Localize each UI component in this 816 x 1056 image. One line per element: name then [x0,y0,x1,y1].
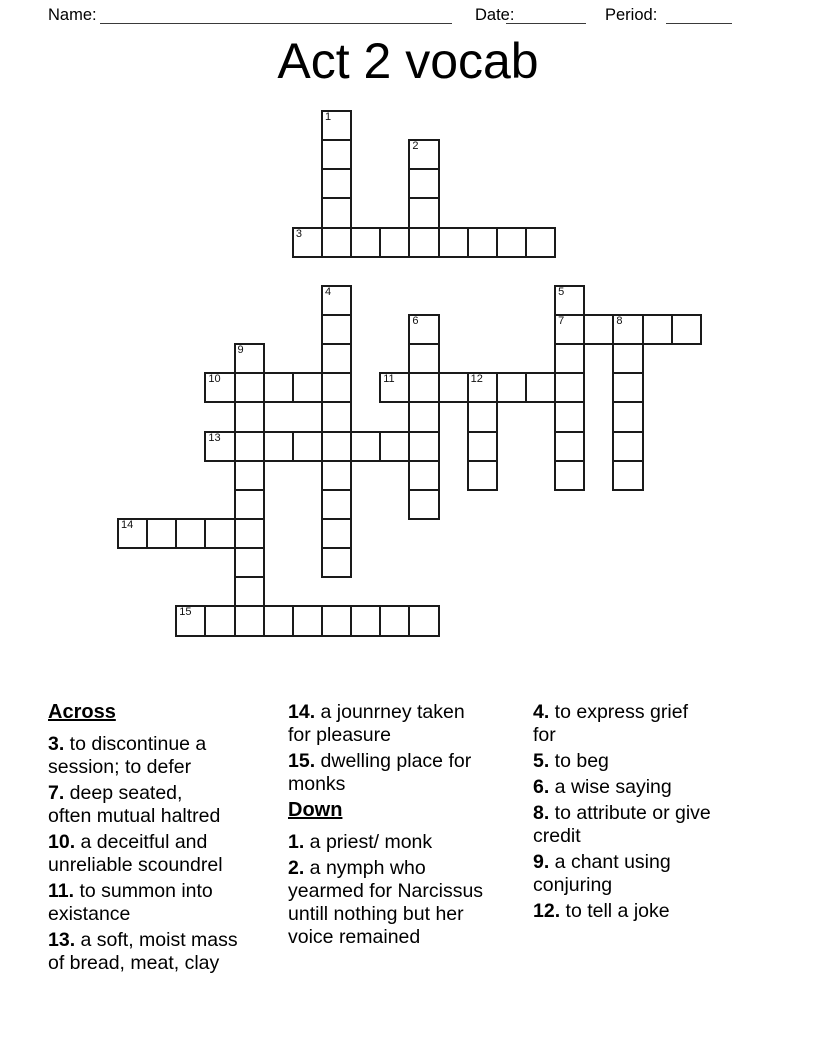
date-blank-line [506,7,586,24]
grid-cell[interactable] [554,314,585,345]
clue-number: 12. [533,900,561,922]
clue-number: 6. [533,776,550,798]
grid-cell[interactable] [408,227,439,258]
grid-cell[interactable] [612,401,643,432]
cell-number: 1 [324,111,332,123]
grid-cell[interactable] [321,110,352,141]
clue-column-1 [48,701,298,978]
grid-cell[interactable] [234,372,265,403]
grid-cell[interactable] [204,518,235,549]
cell-number: 12 [470,373,483,386]
grid-cell[interactable] [554,285,585,316]
clue-across-15: 15. dwelling place for monks [288,750,472,795]
grid-cell[interactable] [408,343,439,374]
clue-across-3: 3. to discontinue a session; to defer [48,733,207,778]
grid-cell[interactable] [438,227,469,258]
grid-cell[interactable] [321,285,352,316]
clue-number: 9. [533,851,550,873]
cell-number: 3 [295,227,302,240]
grid-cell[interactable] [642,314,673,345]
grid-cell[interactable] [467,460,498,491]
clue-number: 5. [533,750,550,772]
name-label: Name: [48,6,97,24]
grid-cell[interactable] [408,489,439,520]
grid-cell[interactable] [612,314,643,345]
grid-cell[interactable] [496,227,527,258]
grid-cell[interactable] [612,460,643,491]
clue-across-11: 11. to summon into existance [48,880,213,925]
grid-cell[interactable] [321,431,352,462]
cell-number: 10 [208,373,221,386]
clue-number: 3. [48,733,65,755]
grid-cell[interactable] [408,605,439,636]
grid-cell[interactable] [204,431,235,462]
clue-down-2: 2. a nymph who yearmed for Narcissus untill nothing but her voice remained [288,857,484,948]
grid-cell[interactable] [263,372,294,403]
grid-cell[interactable] [408,139,439,170]
cell-number: 15 [179,606,192,619]
period-blank-line [666,7,732,24]
grid-cell[interactable] [408,168,439,199]
cell-number: 7 [558,314,565,327]
clue-number: 15. [288,750,316,772]
grid-cell[interactable] [408,197,439,228]
grid-cell[interactable] [321,401,352,432]
grid-cell[interactable] [350,431,381,462]
grid-cell[interactable] [321,227,352,258]
grid-cell[interactable] [234,605,265,636]
grid-cell[interactable] [379,227,410,258]
grid-cell[interactable] [263,431,294,462]
grid-cell[interactable] [554,372,585,403]
grid-cell[interactable] [175,518,206,549]
puzzle-title: Act 2 vocab [277,33,539,89]
grid-cell[interactable] [496,372,527,403]
grid-cell[interactable] [321,518,352,549]
clue-number: 10. [48,831,76,853]
cell-number: 11 [383,373,395,386]
grid-cell[interactable] [175,605,206,636]
clue-column-2 [288,701,538,952]
grid-cell[interactable] [234,576,265,607]
clue-down-1: 1. a priest/ monk [288,831,433,853]
grid-cell[interactable] [525,372,556,403]
grid-cell[interactable] [321,314,352,345]
grid-cell[interactable] [438,372,469,403]
clue-number: 13. [48,929,76,951]
clue-down-5: 5. to beg [533,750,609,772]
grid-cell[interactable] [612,431,643,462]
clue-across-13: 13. a soft, moist mass of bread, meat, clay [48,929,238,974]
clue-number: 4. [533,701,550,723]
grid-cell[interactable] [234,518,265,549]
grid-cell[interactable] [234,401,265,432]
grid-cell[interactable] [321,547,352,578]
clue-down-6: 6. a wise saying [533,776,672,798]
grid-cell[interactable] [292,431,323,462]
grid-cell[interactable] [467,227,498,258]
grid-cell[interactable] [321,197,352,228]
clue-down-9: 9. a chant using conjuring [533,851,671,896]
grid-cell[interactable] [321,460,352,491]
grid-cell[interactable] [204,605,235,636]
grid-cell[interactable] [467,431,498,462]
grid-cell[interactable] [554,460,585,491]
grid-cell[interactable] [321,139,352,170]
grid-cell[interactable] [117,518,148,549]
across-heading: Across [48,701,116,723]
clue-number: 8. [533,802,550,824]
grid-cell[interactable] [321,605,352,636]
clue-across-7: 7. deep seated, often mutual haltred [48,782,221,827]
grid-cell[interactable] [234,431,265,462]
grid-cell[interactable] [379,605,410,636]
period-label: Period: [605,6,658,24]
grid-cell[interactable] [146,518,177,549]
name-blank-line [100,7,452,24]
cell-number: 9 [237,344,244,357]
grid-cell[interactable] [321,372,352,403]
clue-column-3 [533,701,793,926]
clue-number: 11. [48,880,75,902]
clue-across-10: 10. a deceitful and unreliable scoundrel [48,831,223,876]
grid-cell[interactable] [234,489,265,520]
clue-down-12: 12. to tell a joke [533,900,670,922]
clue-down-4: 4. to express grief for [533,701,688,746]
cell-number: 4 [324,285,332,298]
grid-cell[interactable] [379,431,410,462]
cell-number: 8 [616,314,623,327]
grid-cell[interactable] [234,343,265,374]
grid-cell[interactable] [671,314,702,345]
cell-number: 2 [412,140,419,153]
cell-number: 14 [121,518,134,531]
grid-cell[interactable] [554,401,585,432]
grid-cell[interactable] [204,372,235,403]
clue-number: 1. [288,831,305,853]
clue-number: 7. [48,782,65,804]
grid-cell[interactable] [467,401,498,432]
clue-number: 2. [288,857,305,879]
grid-cell[interactable] [292,227,323,258]
grid-cell[interactable] [554,343,585,374]
grid-cell[interactable] [321,343,352,374]
grid-cell[interactable] [408,460,439,491]
grid-cell[interactable] [263,605,294,636]
grid-cell[interactable] [525,227,556,258]
grid-cell[interactable] [292,605,323,636]
grid-cell[interactable] [467,372,498,403]
grid-cell[interactable] [408,314,439,345]
grid-cell[interactable] [350,605,381,636]
cell-number: 5 [558,285,565,298]
clue-down-8: 8. to attribute or give credit [533,802,711,847]
grid-cell[interactable] [234,547,265,578]
date-label: Date: [475,6,515,24]
cell-number: 6 [412,314,419,327]
grid-cell[interactable] [234,460,265,491]
clue-across-14: 14. a jounrney taken for pleasure [288,701,465,746]
down-heading: Down [288,799,343,821]
grid-cell[interactable] [321,168,352,199]
grid-cell[interactable] [379,372,410,403]
grid-cell[interactable] [321,489,352,520]
grid-cell[interactable] [612,343,643,374]
cell-number: 13 [208,431,221,444]
grid-cell[interactable] [408,372,439,403]
grid-cell[interactable] [612,372,643,403]
grid-cell[interactable] [583,314,614,345]
clue-number: 14. [288,701,316,723]
grid-cell[interactable] [350,227,381,258]
grid-cell[interactable] [408,431,439,462]
grid-cell[interactable] [554,431,585,462]
grid-cell[interactable] [292,372,323,403]
grid-cell[interactable] [408,401,439,432]
